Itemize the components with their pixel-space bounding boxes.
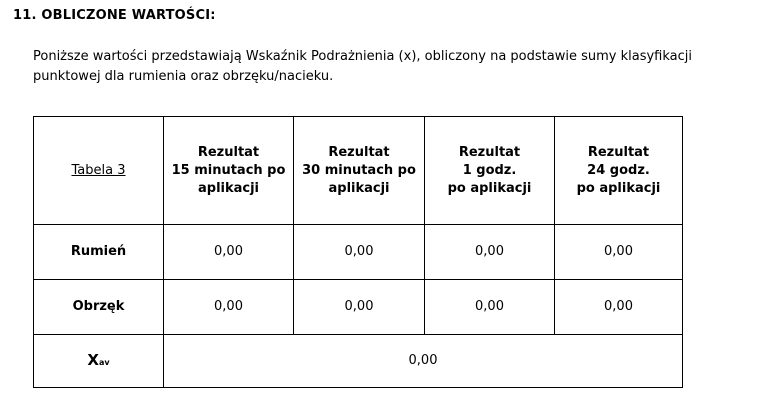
table-cell: 0,00 [555,225,683,280]
table-cell: 0,00 [294,225,425,280]
average-value-cell: 0,00 [164,335,683,388]
table-cell: 0,00 [164,225,294,280]
column-header-15min: Rezultat 15 minutach po aplikacji [171,144,286,196]
xav-label-main: X [87,350,99,369]
table-cell: 0,00 [425,225,555,280]
row-label-rumien: Rumień [34,225,164,280]
column-header [294,117,425,225]
column-header [425,117,555,225]
row-label-obrzek: Obrzęk [34,280,164,335]
table-cell: 0,00 [425,280,555,335]
section-heading: 11. OBLICZONE WARTOŚCI: [13,8,216,23]
table-row-obrzek [34,280,683,335]
column-header [555,117,683,225]
column-header [164,117,294,225]
table-label: Tabela 3 [71,162,126,178]
row-label-xav [34,335,164,388]
intro-paragraph: Poniższe wartości przedstawiają Wskaźnik Podrażnienia (x), obliczony na podstawie sumy klasyfikacji punktowej dla rumienia oraz obrzęku/nacieku. [33,49,692,84]
table-row-average [34,335,683,388]
table-cell: 0,00 [164,280,294,335]
table-row-rumien [34,225,683,280]
table-cell: 0,00 [294,280,425,335]
table-cell: 0,00 [555,280,683,335]
table-header-row [34,117,683,225]
column-header-30min: Rezultat 30 minutach po aplikacji [302,144,416,196]
xav-label-sub: av [98,357,110,367]
results-table [33,116,683,388]
table-label-cell [34,117,164,225]
column-header-1h: Rezultat 1 godz. po aplikacji [447,144,532,196]
column-header-24h: Rezultat 24 godz. po aplikacji [576,144,661,196]
